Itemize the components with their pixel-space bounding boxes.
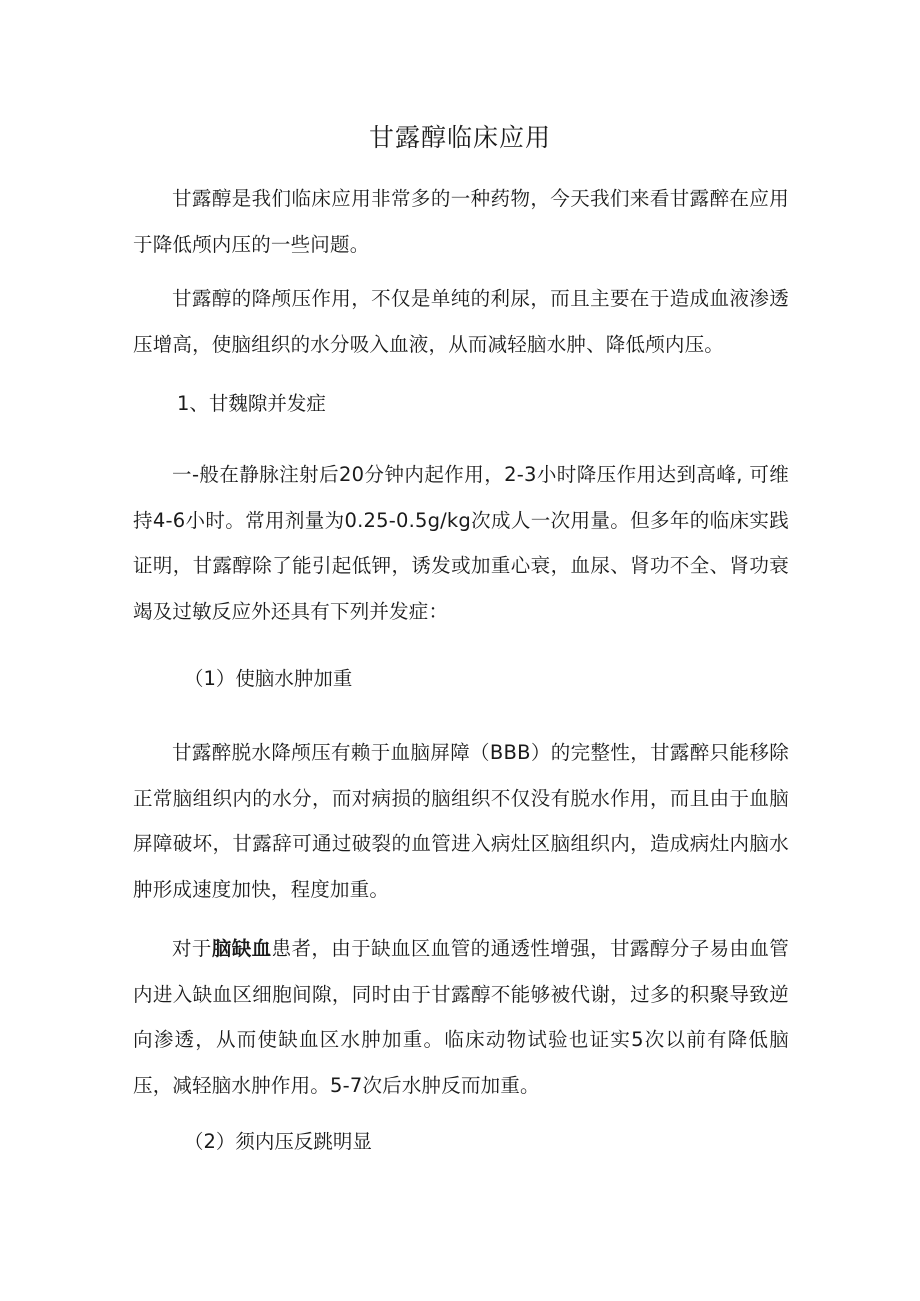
intro-paragraph-2: 甘露醇的降颅压作用，不仅是单纯的利尿，而且主要在于造成血液渗透压增高，使脑组织的水分吸入血液，从而减轻脑水肿、降低颅内压。 bbox=[133, 287, 789, 356]
section-1-paragraph: 一-般在静脉注射后20分钟内起作用，2-3小时降压作用达到高峰, 可维持4-6小时。常用剂量为0.25-0.5g/kg次成人一次用量。但多年的临床实践证明，甘露醇除了能引起低钾，诱发或加重心衰，血尿、肾功不全、肾功衰竭及过敏反应外还具有下列并发症： bbox=[133, 463, 789, 623]
subsection-1-paragraph-1: 甘露醉脱水降颅压有赖于血脑屏障（BBB）的完整性，甘露醉只能移除正常脑组织内的水分，而对病损的脑组织不仅没有脱水作用，而且由于血脑屏障破坏，甘露辞可通过破裂的血管进入病灶区脑组织内，造成病灶内脑水肿形成速度加快，程度加重。 bbox=[133, 741, 789, 901]
subsection-1-heading: （1）使脑水肿加重 bbox=[184, 667, 353, 690]
subsection-2-heading: （2）须内压反跳明显 bbox=[184, 1130, 372, 1153]
paragraph-prefix: 对于 bbox=[172, 937, 212, 960]
subsection-1-paragraph-2 bbox=[133, 926, 789, 1108]
paragraph-rest: 患者，由于缺血区血管的通透性增强，甘露醇分子易由血管内进入缺血区细胞间隙，同时由于甘露醇不能够被代谢，过多的积聚导致逆向渗透，从而使缺血区水肿加重。临床动物试验也证实5次以前有降低脑压，减轻脑水肿作用。5-7次后水肿反而加重。 bbox=[133, 937, 789, 1097]
section-1-heading: 1、甘魏隙并发症 bbox=[177, 392, 326, 415]
intro-paragraph-1: 甘露醇是我们临床应用非常多的一种药物，今天我们来看甘露醉在应用于降低颅内压的一些问题。 bbox=[133, 187, 789, 256]
highlight-term: 脑缺血 bbox=[211, 937, 272, 960]
document-title: 甘露醇临床应用 bbox=[368, 123, 551, 152]
